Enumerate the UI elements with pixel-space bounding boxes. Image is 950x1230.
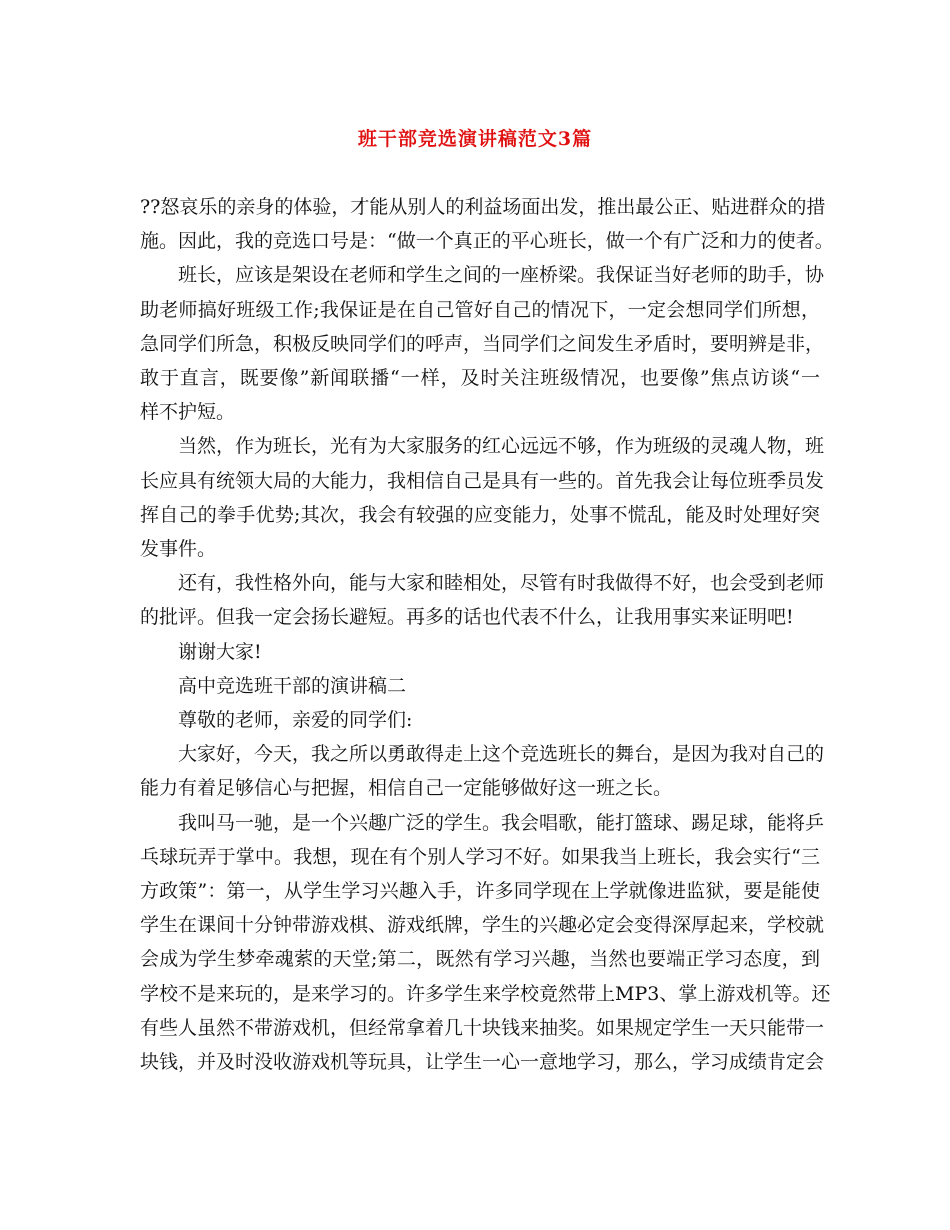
- text-line: 块钱，并及时没收游戏机等玩具，让学生一心一意地学习，那么，学习成绩肯定会: [140, 1051, 825, 1073]
- text-line: 的批评。但我一定会扬长避短。再多的话也代表不什么，让我用事实来证明吧!: [140, 606, 794, 629]
- text-line: 班长，应该是架设在老师和学生之间的一座桥梁。我保证当好老师的助手，协: [178, 264, 825, 287]
- text-line: 挥自己的拳手优势;其次，我会有较强的应变能力，处事不慌乱，能及时处理好突: [140, 503, 820, 526]
- text-line: 样不护短。: [140, 401, 236, 424]
- text-line: 还有，我性格外向，能与大家和睦相处，尽管有时我做得不好，也会受到老师: [178, 572, 825, 595]
- text-line: 高中竞选班干部的演讲稿二: [178, 674, 407, 697]
- text-line: 大家好，今天，我之所以勇敢得走上这个竞选班长的舞台，是因为我对自己的: [178, 743, 825, 766]
- text-line: 乓球玩弄于掌中。我想，现在有个别人学习不好。如果我当上班长，我会实行“三: [140, 845, 820, 868]
- text-line: 谢谢大家!: [178, 640, 262, 663]
- text-line: 当然，作为班长，光有为大家服务的红心远远不够，作为班级的灵魂人物，班: [178, 435, 825, 458]
- text-line: 方政策”：第一，从学生学习兴趣入手，许多同学现在上学就像进监狱，要是能使: [140, 880, 820, 902]
- text-line: 学校不是来玩的，是来学习的。许多学生来学校竟然带上MP3、掌上游戏机等。还: [140, 982, 831, 1005]
- text-line: 急同学们所急，积极反映同学们的呼声，当同学们之间发生矛盾时，要明辨是非，: [140, 332, 825, 355]
- text-line: 学生在课间十分钟带游戏棋、游戏纸牌，学生的兴趣必定会变得深厚起来，学校就: [140, 914, 825, 937]
- document-title: 班干部竞选演讲稿范文3篇: [357, 128, 593, 150]
- text-line: 能力有着足够信心与把握，相信自己一定能够做好这一班之长。: [140, 777, 673, 800]
- text-line: 敢于直言，既要像”新闻联播“一样，及时关注班级情况，也要像”焦点访谈“一: [140, 367, 820, 389]
- text-line: 有些人虽然不带游戏机，但经常拿着几十块钱来抽奖。如果规定学生一天只能带一: [140, 1016, 825, 1039]
- text-line: 助老师搞好班级工作;我保证是在自己管好自己的情况下，一定会想同学们所想，: [140, 298, 820, 321]
- text-line: 尊敬的老师，亲爱的同学们:: [178, 709, 413, 731]
- text-line: ??怒哀乐的亲身的体验，才能从别人的利益场面出发，推出最公正、贴进群众的措: [140, 196, 826, 218]
- text-line: 施。因此，我的竞选口号是：“做一个真正的平心班长，做一个有广泛和力的使者。: [140, 230, 834, 253]
- text-line: 长应具有统领大局的大能力，我相信自己是具有一些的。首先我会让每位班季员发: [140, 469, 825, 492]
- text-line: 会成为学生梦牵魂萦的天堂;第二，既然有学习兴趣，当然也要端正学习态度，到: [140, 948, 820, 971]
- text-line: 我叫马一驰，是一个兴趣广泛的学生。我会唱歌，能打篮球、踢足球，能将乒: [178, 811, 825, 834]
- text-line: 发事件。: [140, 538, 217, 560]
